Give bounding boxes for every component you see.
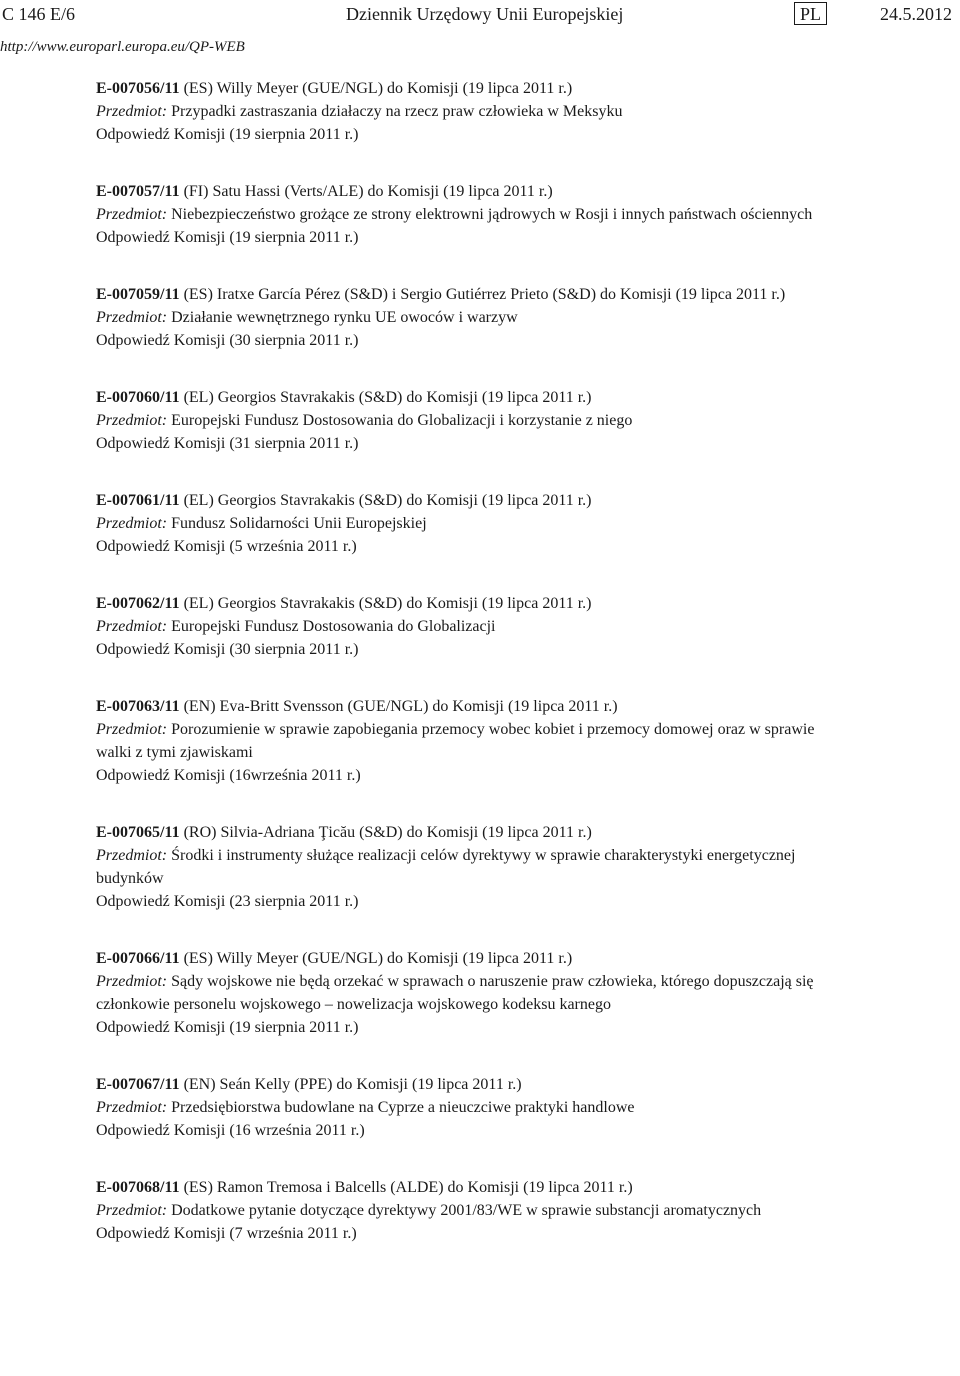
subject-label: Przedmiot:	[96, 412, 168, 429]
answer-line: Odpowiedź Komisji (5 września 2011 r.)	[96, 538, 357, 555]
page-header	[0, 4, 960, 28]
subject-label: Przedmiot:	[96, 847, 168, 864]
subject-label: Przedmiot:	[96, 103, 168, 120]
question-reference: E-007063/11	[96, 698, 180, 715]
question-author: (ES) Willy Meyer (GUE/NGL) do Komisji (19 lipca 2011 r.)	[183, 80, 573, 97]
subject-text: Przedsiębiorstwa budowlane na Cyprze a nieuczciwe praktyki handlowe	[171, 1099, 635, 1116]
question-line	[96, 947, 836, 970]
question-entry	[96, 1176, 836, 1245]
answer-line: Odpowiedź Komisji (19 sierpnia 2011 r.)	[96, 1019, 359, 1036]
question-reference: E-007067/11	[96, 1076, 180, 1093]
question-author: (EL) Georgios Stavrakakis (S&D) do Komisji (19 lipca 2011 r.)	[183, 595, 592, 612]
subject-text: Europejski Fundusz Dostosowania do Globalizacji	[171, 618, 496, 635]
question-entry	[96, 283, 836, 352]
question-line	[96, 386, 836, 409]
question-author: (ES) Willy Meyer (GUE/NGL) do Komisji (19 lipca 2011 r.)	[183, 950, 573, 967]
subject-label: Przedmiot:	[96, 1202, 168, 1219]
question-line	[96, 180, 836, 203]
question-author: (EN) Seán Kelly (PPE) do Komisji (19 lipca 2011 r.)	[183, 1076, 522, 1093]
question-line	[96, 283, 836, 306]
subject-line	[96, 970, 836, 1016]
page-reference: C 146 E/6	[2, 4, 76, 24]
question-reference: E-007062/11	[96, 595, 180, 612]
question-reference: E-007068/11	[96, 1179, 180, 1196]
subject-text: Dodatkowe pytanie dotyczące dyrektywy 2001/83/WE w sprawie substancji aromatycznych	[171, 1202, 762, 1219]
subject-line	[96, 1199, 836, 1222]
publication-date: 24.5.2012	[880, 4, 952, 24]
question-line	[96, 1176, 836, 1199]
subject-text: Działanie wewnętrznego rynku UE owoców i warzyw	[171, 309, 518, 326]
question-entry	[96, 1073, 836, 1142]
question-reference: E-007066/11	[96, 950, 180, 967]
subject-label: Przedmiot:	[96, 309, 168, 326]
subject-line	[96, 409, 836, 432]
question-reference: E-007059/11	[96, 286, 180, 303]
question-author: (FI) Satu Hassi (Verts/ALE) do Komisji (19 lipca 2011 r.)	[183, 183, 553, 200]
question-entry	[96, 695, 836, 787]
subject-text: Przypadki zastraszania działaczy na rzecz praw człowieka w Meksyku	[171, 103, 623, 120]
question-reference: E-007061/11	[96, 492, 180, 509]
question-reference: E-007065/11	[96, 824, 180, 841]
subject-line	[96, 844, 836, 890]
answer-line: Odpowiedź Komisji (31 sierpnia 2011 r.)	[96, 435, 359, 452]
subject-line	[96, 1096, 836, 1119]
question-author: (EN) Eva-Britt Svensson (GUE/NGL) do Komisji (19 lipca 2011 r.)	[183, 698, 618, 715]
question-entry	[96, 386, 836, 455]
answer-line: Odpowiedź Komisji (7 września 2011 r.)	[96, 1225, 357, 1242]
subject-label: Przedmiot:	[96, 721, 168, 738]
subject-line	[96, 718, 836, 764]
question-reference: E-007056/11	[96, 80, 180, 97]
subject-text: Europejski Fundusz Dostosowania do Globalizacji i korzystanie z niego	[171, 412, 633, 429]
answer-line: Odpowiedź Komisji (23 sierpnia 2011 r.)	[96, 893, 359, 910]
subject-line	[96, 100, 836, 123]
question-author: (EL) Georgios Stavrakakis (S&D) do Komisji (19 lipca 2011 r.)	[183, 492, 592, 509]
answer-line: Odpowiedź Komisji (30 sierpnia 2011 r.)	[96, 332, 359, 349]
question-author: (ES) Ramon Tremosa i Balcells (ALDE) do Komisji (19 lipca 2011 r.)	[183, 1179, 633, 1196]
question-entry	[96, 592, 836, 661]
question-line	[96, 695, 836, 718]
answer-line: Odpowiedź Komisji (19 sierpnia 2011 r.)	[96, 126, 359, 143]
subject-line	[96, 615, 836, 638]
subject-label: Przedmiot:	[96, 973, 168, 990]
question-entry	[96, 77, 836, 146]
subject-text: Porozumienie w sprawie zapobiegania przemocy wobec kobiet i przemocy domowej oraz w sprawie walki z tymi zjawiskami	[96, 721, 815, 761]
answer-line: Odpowiedź Komisji (30 sierpnia 2011 r.)	[96, 641, 359, 658]
question-line	[96, 592, 836, 615]
answer-line: Odpowiedź Komisji (16września 2011 r.)	[96, 767, 361, 784]
subject-text: Środki i instrumenty służące realizacji celów dyrektywy w sprawie charakterystyki energetycznej budynków	[96, 847, 796, 887]
question-author: (ES) Iratxe García Pérez (S&D) i Sergio Gutiérrez Prieto (S&D) do Komisji (19 lipca 2011 r.)	[183, 286, 786, 303]
question-entry	[96, 180, 836, 249]
subject-label: Przedmiot:	[96, 1099, 168, 1116]
question-reference: E-007057/11	[96, 183, 180, 200]
subject-text: Sądy wojskowe nie będą orzekać w sprawach o naruszenie praw człowieka, którego dopuszczają się członkowie personelu wojskowego – nowelizacja wojskowego kodeksu karnego	[96, 973, 814, 1013]
question-entry	[96, 947, 836, 1039]
answer-line: Odpowiedź Komisji (16 września 2011 r.)	[96, 1122, 365, 1139]
question-author: (EL) Georgios Stavrakakis (S&D) do Komisji (19 lipca 2011 r.)	[183, 389, 592, 406]
journal-title: Dziennik Urzędowy Unii Europejskiej	[346, 4, 624, 24]
answer-line: Odpowiedź Komisji (19 sierpnia 2011 r.)	[96, 229, 359, 246]
subject-line	[96, 203, 836, 226]
question-line	[96, 821, 836, 844]
question-list	[96, 77, 836, 1279]
language-badge: PL	[794, 2, 827, 25]
question-author: (RO) Silvia-Adriana Ţicău (S&D) do Komisji (19 lipca 2011 r.)	[183, 824, 592, 841]
subject-label: Przedmiot:	[96, 206, 168, 223]
question-reference: E-007060/11	[96, 389, 180, 406]
question-line	[96, 77, 836, 100]
subject-text: Fundusz Solidarności Unii Europejskiej	[171, 515, 427, 532]
subject-line	[96, 512, 836, 535]
source-url[interactable]: http://www.europarl.europa.eu/QP-WEB	[0, 39, 245, 55]
subject-label: Przedmiot:	[96, 618, 168, 635]
question-line	[96, 1073, 836, 1096]
subject-line	[96, 306, 836, 329]
subject-label: Przedmiot:	[96, 515, 168, 532]
question-entry	[96, 821, 836, 913]
question-entry	[96, 489, 836, 558]
subject-text: Niebezpieczeństwo grożące ze strony elektrowni jądrowych w Rosji i innych państwach ościennych	[171, 206, 813, 223]
question-line	[96, 489, 836, 512]
